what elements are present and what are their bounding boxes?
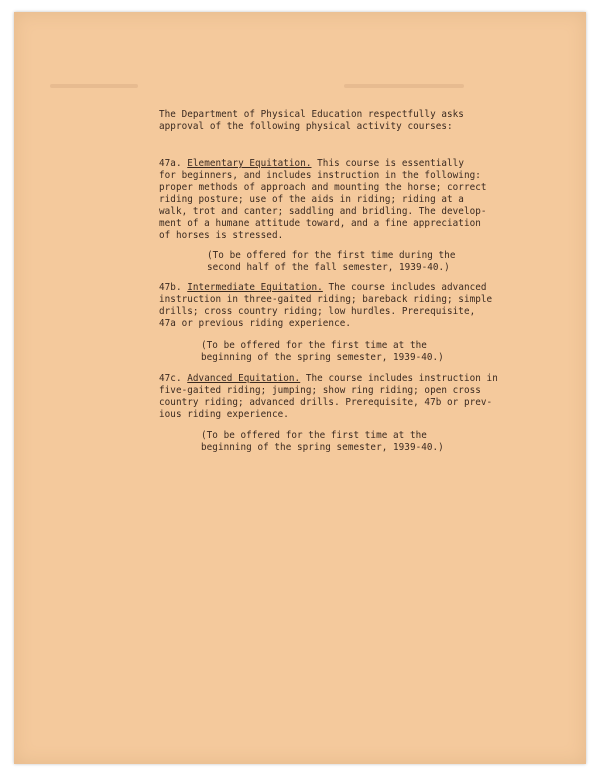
course-body-line: proper methods of approach and mounting the horse; correct (159, 182, 487, 193)
note-line: (To be offered for the first time during the (207, 250, 456, 261)
course-47a-offering-note (207, 250, 455, 274)
course-body-line: ious riding experience. (159, 409, 289, 420)
note-line: (To be offered for the first time at the (201, 430, 427, 441)
course-title: Intermediate Equitation. (187, 282, 323, 293)
intro-line: The Department of Physical Education respectfully asks (159, 109, 464, 120)
intro-line: approval of the following physical activity courses: (159, 121, 453, 132)
course-title: Elementary Equitation. (187, 158, 312, 169)
course-body-line: of horses is stressed. (159, 230, 284, 241)
course-first-line (159, 282, 492, 294)
note-line: beginning of the spring semester, 1939-40.) (201, 442, 444, 453)
course-first-line (159, 373, 498, 385)
course-first-line (159, 158, 487, 170)
bleed-through-mark (50, 84, 138, 88)
course-body-line: five-gaited riding; jumping; show ring riding; open cross (159, 385, 481, 396)
course-first-line-rest: The course includes instruction in (300, 373, 498, 384)
course-number: 47c. (159, 373, 182, 384)
course-body-line: country riding; advanced drills. Prerequisite, 47b or prev- (159, 397, 493, 408)
course-body-line: for beginners, and includes instruction in the following: (159, 170, 481, 181)
course-47a (159, 158, 487, 242)
note-line: beginning of the spring semester, 1939-40.) (201, 352, 444, 363)
bleed-through-mark (344, 84, 464, 88)
course-first-line-rest: This course is essentially (311, 158, 464, 169)
course-title: Advanced Equitation. (187, 373, 301, 384)
course-body-line: walk, trot and canter; saddling and bridling. The develop- (159, 206, 487, 217)
course-body-line: instruction in three-gaited riding; bareback riding; simple (159, 294, 493, 305)
course-body-line: 47a or previous riding experience. (159, 318, 352, 329)
note-line: (To be offered for the first time at the (201, 340, 427, 351)
course-body-line: riding posture; use of the aids in riding; riding at a (159, 194, 464, 205)
course-first-line-rest: The course includes advanced (322, 282, 487, 293)
course-47c (159, 373, 498, 421)
course-number: 47b. (159, 282, 182, 293)
course-number: 47a. (159, 158, 182, 169)
course-47b (159, 282, 492, 330)
course-47b-offering-note (201, 340, 444, 364)
course-47c-offering-note (201, 430, 444, 454)
course-body-line: ment of a humane attitude toward, and a fine appreciation (159, 218, 481, 229)
intro-paragraph (159, 109, 464, 133)
course-body-line: drills; cross country riding; low hurdles. Prerequisite, (159, 306, 476, 317)
note-line: second half of the fall semester, 1939-40.) (207, 262, 450, 273)
